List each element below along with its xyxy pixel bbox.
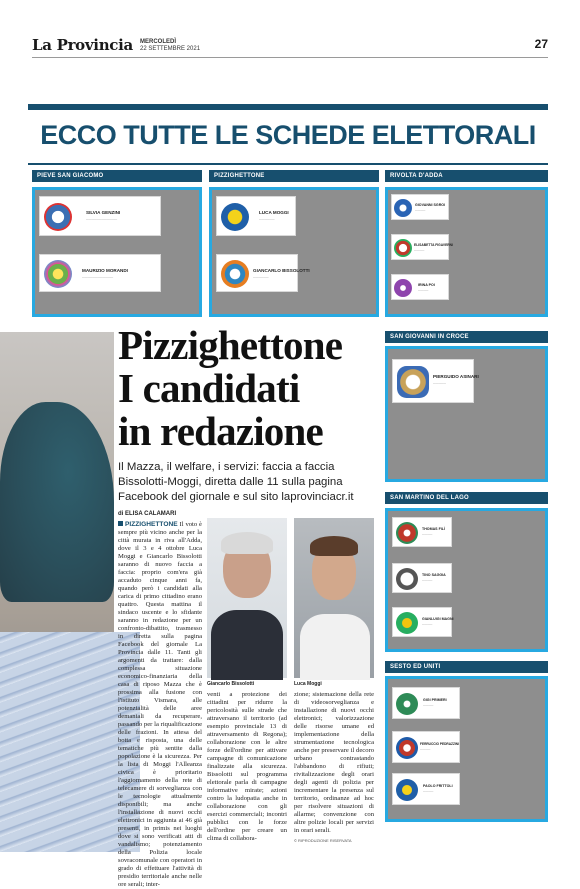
- candidate-name: ELISABETTA FIGAVERNI: [414, 243, 453, 247]
- title-line: Pizzighettone: [118, 322, 343, 368]
- list-emblem-icon: [394, 279, 412, 297]
- ballot-card: [391, 234, 453, 260]
- subtitle-line: Bissolotti-Moggi, diretta dalle 11 sulla pagina: [118, 476, 343, 488]
- ballot-card: [391, 274, 449, 300]
- banner-title: ECCO TUTTE LE SCHEDE ELETTORALI: [40, 120, 536, 150]
- photo-person: [0, 402, 114, 602]
- candidate-name: IRINA POI: [418, 283, 435, 287]
- list-emblem-icon: [396, 779, 418, 801]
- panel-label-san-giovanni-in-croce: SAN GIOVANNI IN CROCE: [385, 331, 548, 343]
- ballot-panel-sesto-ed-uniti: [385, 676, 548, 822]
- candidate-name: GIANLUIGI MAGNI: [422, 617, 454, 621]
- candidate-line: ————: [422, 533, 433, 536]
- candidate-name: LUCA MOGGI: [259, 210, 289, 215]
- candidate-line: ————: [423, 704, 434, 707]
- ballot-card: [216, 254, 310, 292]
- candidate-line: ——————: [253, 276, 269, 279]
- issue-weekday: MERCOLEDÌ: [140, 39, 176, 45]
- candidate-line: ————: [422, 623, 433, 626]
- panel-label-pizzighettone: PIZZIGHETTONE: [209, 170, 379, 182]
- list-emblem-icon: [44, 203, 72, 231]
- candidate-name: FERRUCCIO PEDRAZZINI: [420, 742, 459, 746]
- portrait-hair: [221, 532, 273, 554]
- list-emblem-icon: [396, 737, 418, 759]
- ballot-card: [39, 196, 161, 236]
- ballot-card: [392, 607, 452, 637]
- panel-label-pieve-san-giacomo: PIEVE SAN GIACOMO: [32, 170, 202, 182]
- ballot-panel-pieve-san-giacomo: [32, 187, 202, 317]
- ballot-card: [39, 254, 161, 292]
- candidate-name: GIANCARLO BISSOLOTTI: [253, 268, 310, 273]
- ballot-card: [392, 773, 460, 805]
- ballot-panel-pizzighettone: [209, 187, 379, 317]
- article-column-3: [294, 691, 374, 843]
- panel-label-sesto-ed-uniti: SESTO ED UNITI: [385, 661, 548, 673]
- portrait-shirt: [300, 614, 370, 680]
- article-title: [118, 324, 380, 453]
- candidate-line: ————————————: [86, 218, 118, 221]
- candidate-line: ——————: [259, 218, 275, 221]
- list-emblem-icon: [44, 260, 72, 288]
- copyright-note: © RIPRODUZIONE RISERVATA: [294, 838, 352, 843]
- list-emblem-icon: [221, 260, 249, 288]
- ballot-panel-san-giovanni-in-croce: [385, 346, 548, 482]
- title-line: I candidati: [118, 365, 300, 411]
- portrait-hair: [310, 536, 358, 556]
- ballot-panel-san-martino-del-lago: [385, 508, 548, 652]
- candidate-name: MAURIZIO MORANDI: [82, 268, 128, 273]
- article-column-2: [207, 691, 287, 842]
- list-emblem-icon: [396, 568, 418, 590]
- newspaper-logo: La Provincia: [32, 36, 133, 54]
- candidate-line: —————: [433, 382, 446, 385]
- article-byline: di ELISA CALAMARI: [118, 511, 177, 517]
- ballot-card: [392, 687, 460, 719]
- candidate-name: TINO SAGGIA: [422, 573, 446, 577]
- portrait-moggi: [294, 518, 374, 678]
- candidate-line: ————: [422, 579, 433, 582]
- masthead: [32, 36, 548, 58]
- ballot-card: [392, 731, 460, 763]
- issue-date: [140, 39, 200, 53]
- portrait-jacket: [211, 610, 283, 680]
- candidate-name: GIGI PRIMERI: [423, 698, 447, 702]
- article-column-1: [118, 521, 202, 888]
- page-number: 27: [534, 37, 548, 51]
- candidate-name: THOMAS FILÌ: [422, 527, 445, 531]
- candidate-line: ————: [414, 249, 425, 252]
- list-emblem-icon: [396, 612, 418, 634]
- caption-bissolotti: Giancarlo Bissolotti: [207, 681, 255, 687]
- subtitle-line: Facebook del giornale e sul sito laprovinciacr.it: [118, 491, 354, 503]
- ballot-panel-rivolta-dadda: [385, 187, 548, 317]
- candidate-name: SILVIA GENZINI: [86, 210, 121, 215]
- candidate-line: ————: [420, 748, 431, 751]
- ballot-card: [216, 196, 296, 236]
- candidate-line: ————: [423, 790, 434, 793]
- panel-label-rivolta-dadda: RIVOLTA D'ADDA: [385, 170, 548, 182]
- ballot-card: [391, 194, 449, 220]
- candidate-name: GIOVANNI SGROI: [415, 203, 446, 207]
- issue-day: 22 SETTEMBRE 2021: [140, 46, 201, 52]
- list-emblem-icon: [397, 366, 429, 398]
- article-lead: PIZZIGHETTONE: [125, 521, 178, 528]
- top-rule: [28, 104, 548, 110]
- list-emblem-icon: [221, 203, 249, 231]
- list-emblem-icon: [396, 693, 418, 715]
- article-text: zione; sistemazione della rete di videosorveglianza e installazione di nuovi occhi elettronici; valorizzazione delle risorse umane ed implementazione della strumentazione tecnologica anche per preservare il decoro urbano contrastando l'abbandono di rifiuti; rivitalizzazione degli orari degli agenti di polizia per incrementare la presenza sul territorio, ordinanze ad hoc per risolvere situazioni di allarme; convenzione con altre polizie locali per servizi in orari serali.: [294, 691, 374, 834]
- list-emblem-icon: [396, 522, 418, 544]
- banner-rule: [28, 163, 548, 165]
- ballot-counting-photo: [0, 332, 114, 842]
- panel-label-san-martino-del-lago: SAN MARTINO DEL LAGO: [385, 492, 548, 504]
- article-text: Il voto è sempre più vicino anche per la città murata in riva all'Adda, dove il 3 e 4 ottobre Luca Moggi e Giancarlo Bissolotti saranno di nuovo faccia a faccia: proprio com'era già accaduto cinque anni fa, quando però i candidati alla carica di primo cittadino erano quattro. Questa mattina il sindaco uscente e lo sfidante saranno in redazione per un confronto-dibattito, trasmesso in diretta sulla pagina Facebook del giornale La Provincia dalle 11. Tanti gli argomenti da trattare: dalla complessa situazione economico-finanziaria della casa di riposo Mazza che è prossima alla fusione con l'istituto Vismara, alle potenzialità delle aree demaniali da recuperare, passando per la riqualificazione delle frazioni. In attesa del botta e risposta, una delle tematiche più sentite dalla popolazione è la sicurezza. Per la lista di Moggi l'Alleanza civica è prioritario l'aggiornamento della rete di telecamere di sorveglianza con le tecnologie attualmente disponibili; ma anche l'installazione di nuovi occhi elettronici in aggiunta ai 46 già presenti, in primis nei luoghi dove si sono verificati atti di vandalismo; potenziamento della Polizia locale sovracomunale con operatori in grado di effettuare l'attività di presidio territoriale anche nelle ore serali; inter-: [118, 521, 202, 888]
- candidate-name: PIERGUIDO ASINARI: [433, 374, 479, 379]
- list-emblem-icon: [394, 239, 412, 257]
- candidate-line: ————————————: [82, 276, 114, 279]
- candidate-line: ————: [415, 209, 426, 212]
- subtitle-line: Il Mazza, il welfare, i servizi: faccia a faccia: [118, 461, 335, 473]
- candidate-name: PAOLO FRITTOLI: [423, 784, 453, 788]
- candidate-line: ————: [418, 289, 429, 292]
- ballot-card: [392, 517, 452, 547]
- article-text: venti a protezione dei cittadini per ridurre la pericolosità sulle strade che attraversano il territorio (ad esempio provinciale 13 di attraversamento di Regona); collaborazione con le altre forze dell'ordine per attivare campagne di comunicazione finalizzate alla sicurezza. Bissolotti sul programma elettorale parla di campagne informative mirate; azioni contro la ludopatia anche in collaborazione con gli esercizi commerciali; incontri pubblici con le forze dell'ordine per creare un clima di collabora-: [207, 691, 287, 842]
- article-subtitle: [118, 460, 380, 505]
- caption-moggi: Luca Moggi: [294, 681, 322, 687]
- ballot-card: [392, 359, 479, 403]
- list-emblem-icon: [394, 199, 412, 217]
- lead-marker-icon: [118, 521, 123, 526]
- portrait-bissolotti: [207, 518, 287, 678]
- ballot-card: [392, 563, 452, 593]
- title-line: in redazione: [118, 408, 323, 454]
